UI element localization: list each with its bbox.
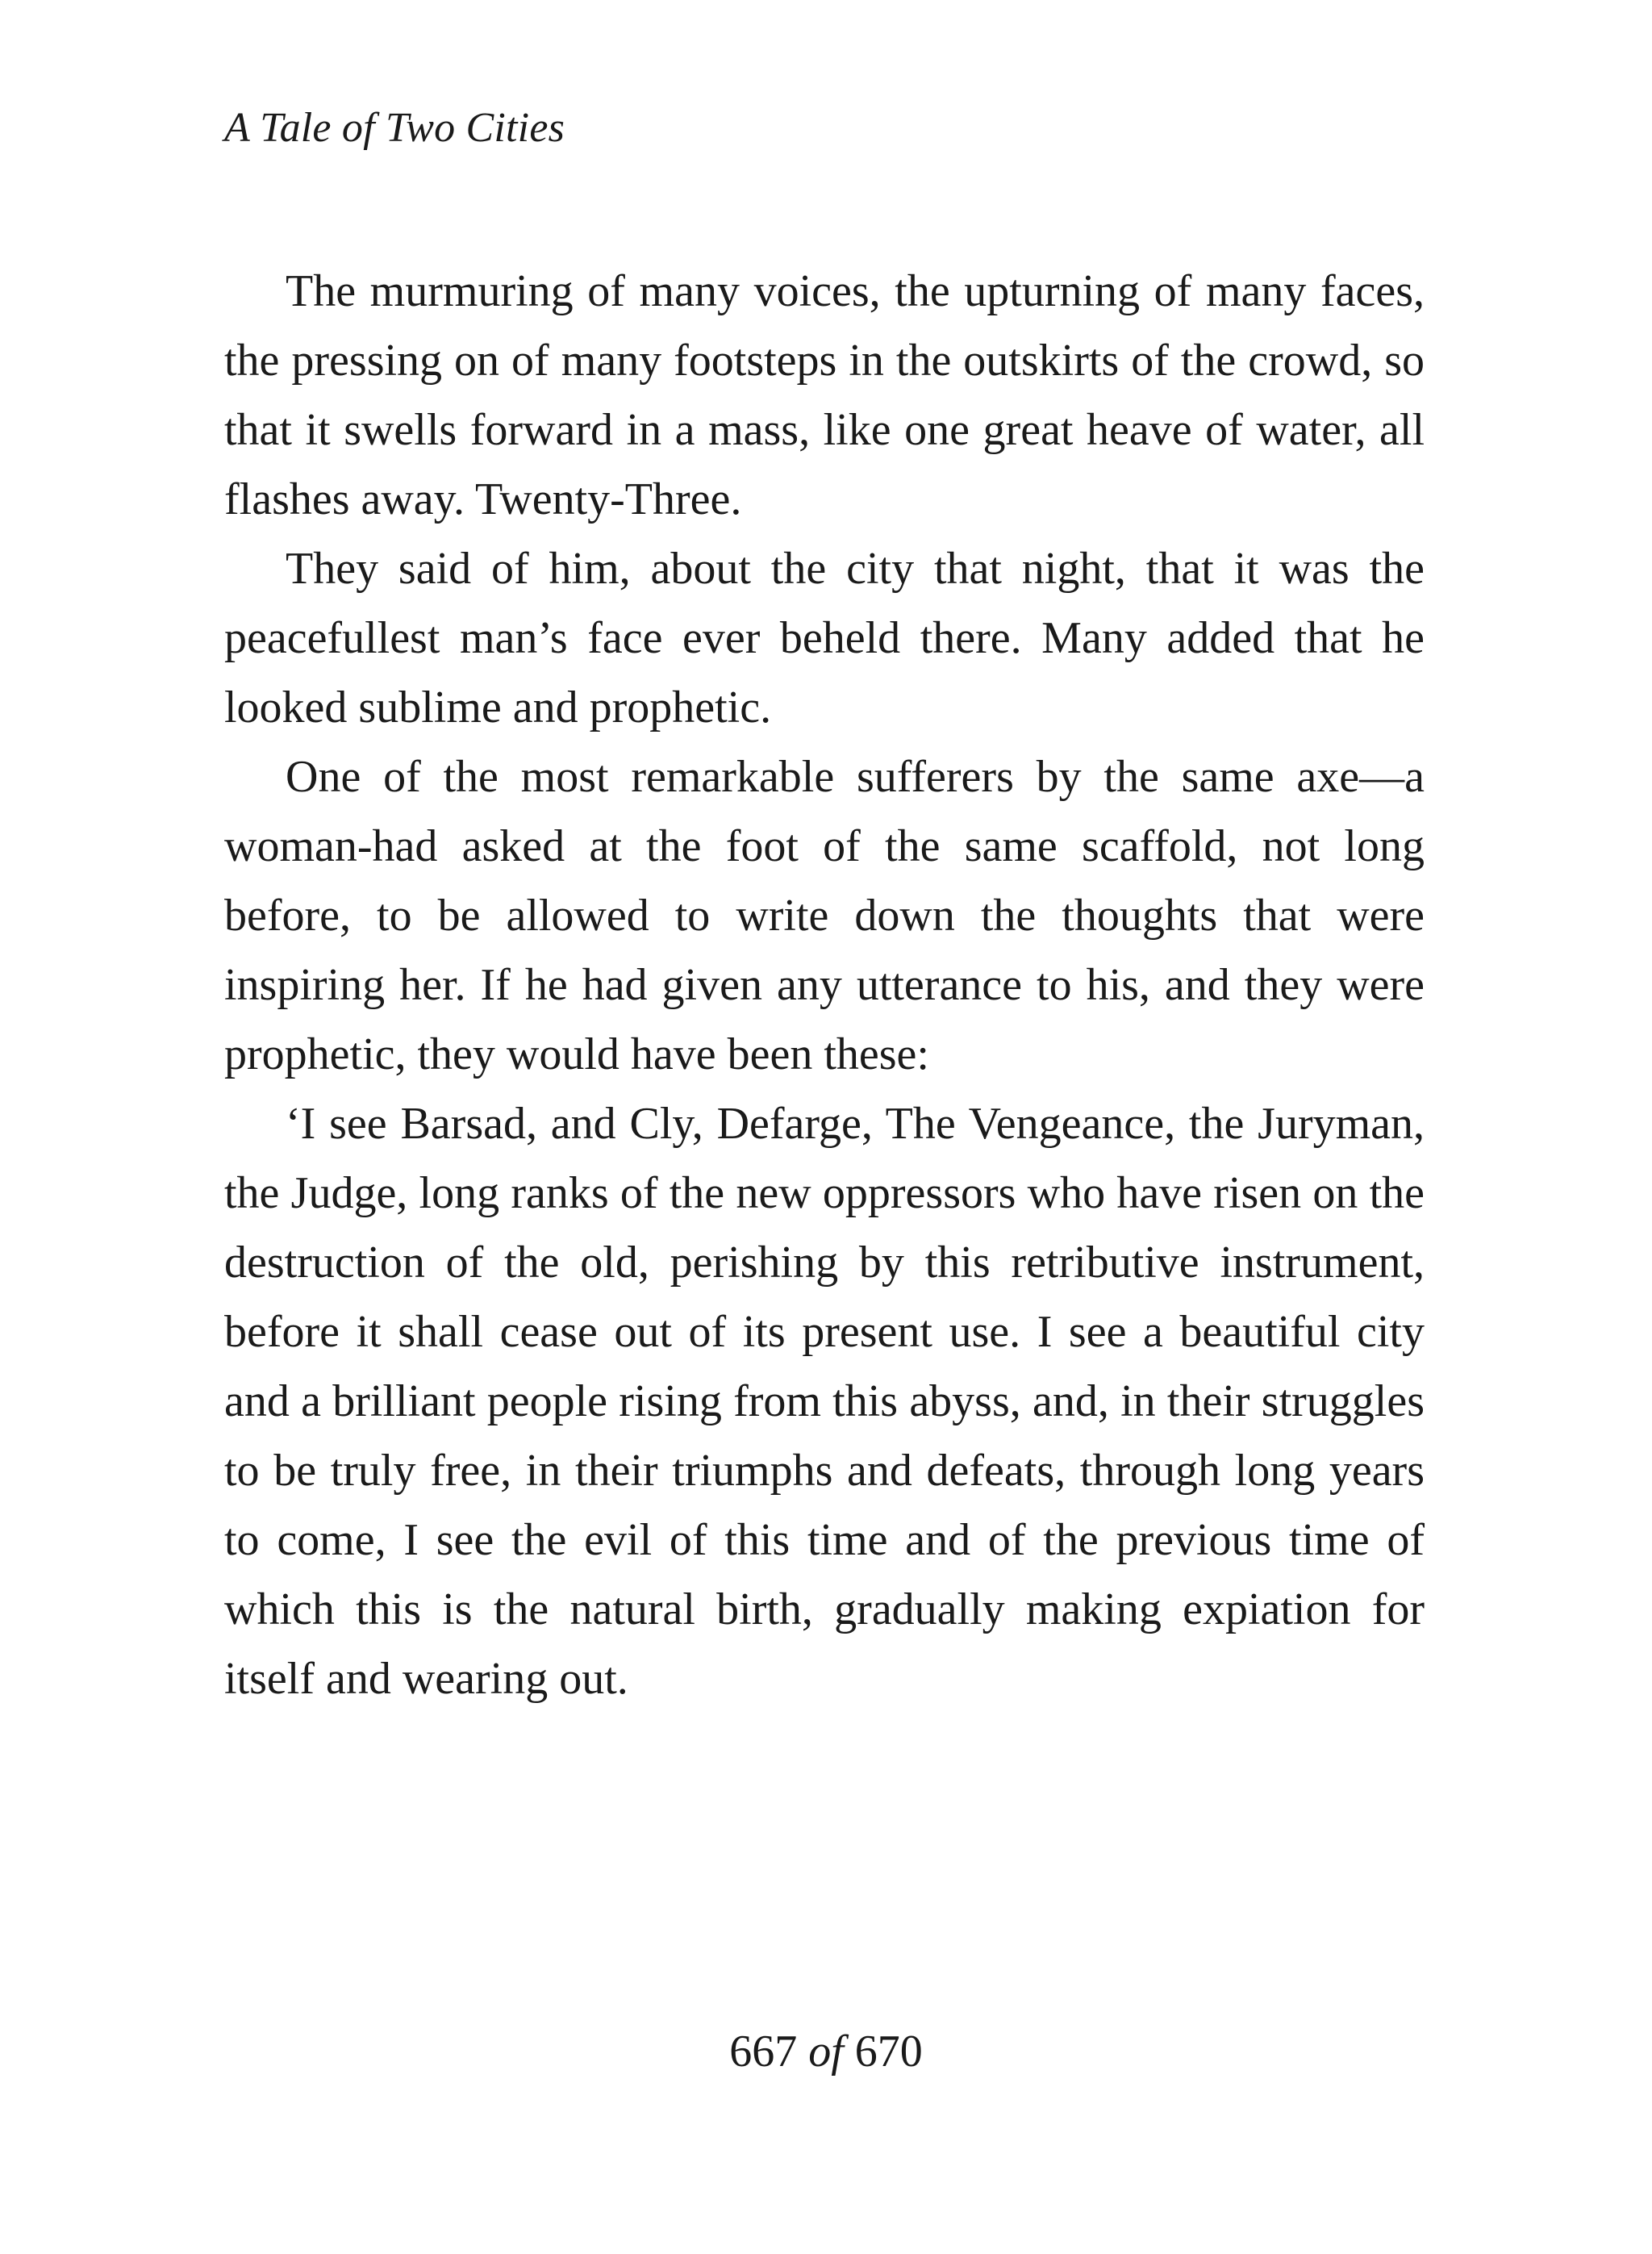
paragraph: They said of him, about the city that night, that it was the peacefullest man’s face ever beheld there. Many added that he looked sublime and prophetic. <box>224 544 1425 733</box>
page-of-label: of <box>808 2027 844 2077</box>
current-page: 667 <box>729 2027 798 2077</box>
page-body <box>224 257 1425 1713</box>
running-head-book-title: A Tale of Two Cities <box>224 105 565 151</box>
page-number <box>0 2025 1652 2079</box>
paragraph: One of the most remarkable sufferers by the same axe—a woman-had asked at the foot of the same scaffold, not long before, to be allowed to write down the thoughts that were inspiring her. If he had given any utterance to his, and they were prophetic, they would have been these: <box>224 752 1425 1079</box>
total-pages: 670 <box>854 2027 923 2077</box>
paragraph: ‘I see Barsad, and Cly, Defarge, The Vengeance, the Juryman, the Judge, long ranks of the new oppressors who have risen on the destruction of the old, perishing by this retributive instrument, before it shall cease out of its present use. I see a beautiful city and a brilliant people rising from this abyss, and, in their struggles to be truly free, in their triumphs and defeats, through long years to come, I see the evil of this time and of the previous time of which this is the natural birth, gradually making expiation for itself and wearing out. <box>224 1099 1425 1704</box>
paragraph: The murmuring of many voices, the upturning of many faces, the pressing on of many footsteps in the outskirts of the crowd, so that it swells forward in a mass, like one great heave of water, all flashes away. Twenty-Three. <box>224 266 1425 524</box>
